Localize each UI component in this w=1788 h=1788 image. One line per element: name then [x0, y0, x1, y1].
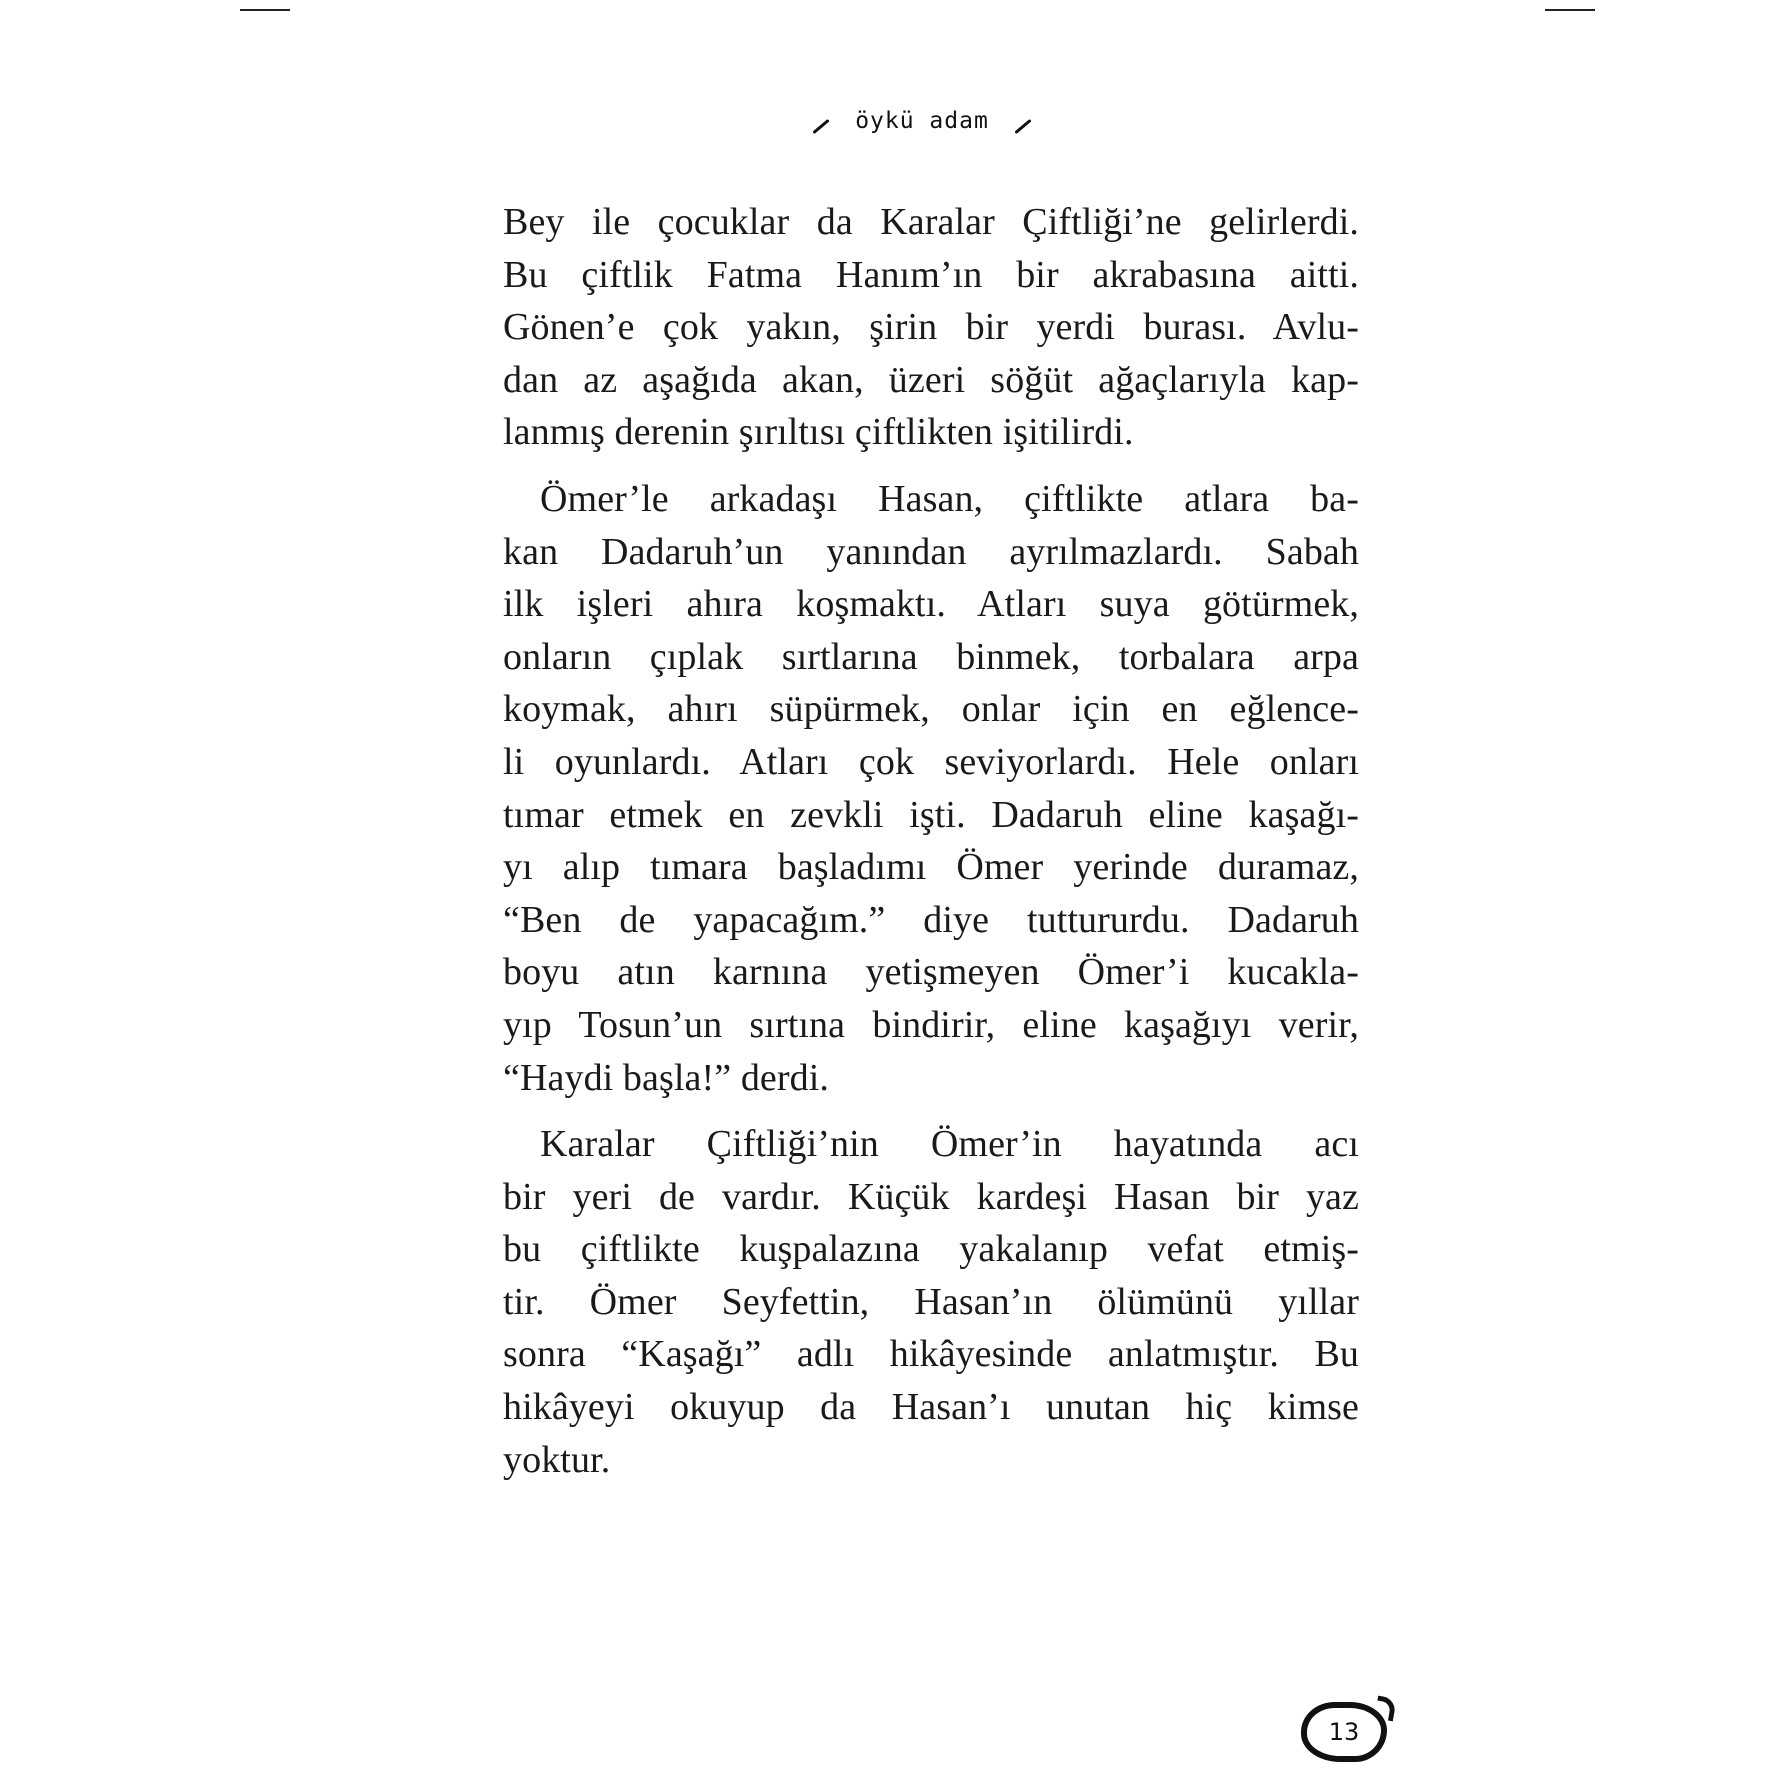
page-number: 13 — [1328, 1718, 1360, 1746]
crop-mark-right — [1545, 9, 1595, 11]
text-line: “Ben de yapacağım.” diye tuttururdu. Dadaruh — [503, 898, 1359, 941]
text-line: ilk işleri ahıra koşmaktı. Atları suya götürmek, — [503, 583, 1359, 626]
text-line: kan Dadaruh’un yanından ayrılmazlardı. Sabah — [503, 530, 1359, 573]
text-line: “Haydi başla!” derdi. — [503, 1056, 830, 1099]
slash-right-icon — [1014, 118, 1031, 133]
text-line: bu çiftlikte kuşpalazına yakalanıp vefat etmiş- — [503, 1228, 1359, 1271]
text-line: hikâyeyi okuyup da Hasan’ı unutan hiç kimse — [503, 1386, 1359, 1429]
running-head — [0, 108, 1788, 134]
paragraph — [503, 473, 1359, 1104]
text-line: tir. Ömer Seyfettin, Hasan’ın ölümünü yıllar — [503, 1280, 1359, 1323]
text-line: Bu çiftlik Fatma Hanım’ın bir akrabasına aitti. — [503, 253, 1359, 296]
page-number-badge — [1301, 1702, 1387, 1762]
text-line: lanmış derenin şırıltısı çiftlikten işitilirdi. — [503, 411, 1134, 454]
text-line: bir yeri de vardır. Küçük kardeşi Hasan bir yaz — [503, 1175, 1359, 1218]
crop-mark-left — [240, 9, 290, 11]
slash-left-icon — [813, 118, 830, 133]
text-line: tımar etmek en zevkli işti. Dadaruh eline kaşağı- — [503, 793, 1359, 836]
text-line: dan az aşağıda akan, üzeri söğüt ağaçlarıyla kap- — [503, 358, 1359, 401]
text-line: Gönen’e çok yakın, şirin bir yerdi burası. Avlu- — [503, 306, 1359, 349]
text-line: Ömer’le arkadaşı Hasan, çiftlikte atlara ba- — [540, 477, 1359, 520]
body-text — [503, 196, 1359, 1500]
paragraph — [503, 1118, 1359, 1486]
text-line: li oyunlardı. Atları çok seviyorlardı. Hele onları — [503, 740, 1359, 783]
text-line: boyu atın karnına yetişmeyen Ömer’i kucakla- — [503, 951, 1359, 994]
paragraph — [503, 196, 1359, 459]
text-line: Karalar Çiftliği’nin Ömer’in hayatında acı — [540, 1123, 1359, 1166]
text-line: yıp Tosun’un sırtına bindirir, eline kaşağıyı verir, — [503, 1003, 1359, 1046]
text-line: Bey ile çocuklar da Karalar Çiftliği’ne gelirlerdi. — [503, 201, 1359, 243]
text-line: yı alıp tımara başladımı Ömer yerinde duramaz, — [503, 846, 1359, 889]
text-line: onların çıplak sırtlarına binmek, torbalara arpa — [503, 635, 1359, 678]
page-number-tail-icon — [1374, 1696, 1397, 1722]
text-line: yoktur. — [503, 1438, 611, 1481]
running-head-title: öykü adam — [855, 108, 989, 134]
text-line: koymak, ahırı süpürmek, onlar için en eğlence- — [503, 688, 1359, 731]
text-line: sonra “Kaşağı” adlı hikâyesinde anlatmıştır. Bu — [503, 1333, 1359, 1376]
